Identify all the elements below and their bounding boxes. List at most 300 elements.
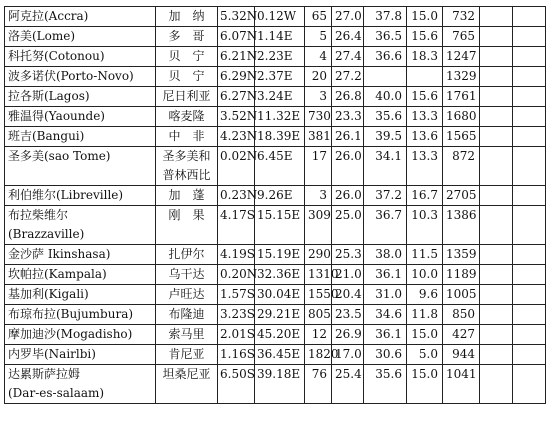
empty-cell xyxy=(513,305,546,325)
elevation-cell xyxy=(305,47,332,67)
max-temp-cell xyxy=(364,285,407,305)
longitude-cell-text: 0.12W xyxy=(257,9,297,23)
table-row xyxy=(5,206,546,245)
empty-cell xyxy=(480,305,513,325)
city-cell xyxy=(5,67,156,87)
elevation-cell xyxy=(305,87,332,107)
mean-temp-cell-text: 26.8 xyxy=(335,89,362,103)
latitude-cell-text: 1.16S xyxy=(220,347,255,361)
max-temp-cell xyxy=(364,186,407,206)
empty-cell xyxy=(513,345,546,365)
latitude-cell xyxy=(218,285,255,305)
mean-temp-cell-text: 26.0 xyxy=(335,188,362,202)
precipitation-cell xyxy=(443,7,480,27)
country-cell xyxy=(156,27,218,47)
elevation-cell-text: 1310 xyxy=(308,267,339,281)
empty-cell xyxy=(480,186,513,206)
mean-temp-cell xyxy=(332,285,364,305)
country-cell-text: 贝 宁 xyxy=(168,69,205,83)
country-cell xyxy=(156,107,218,127)
min-temp-cell xyxy=(407,265,443,285)
precipitation-cell xyxy=(443,265,480,285)
latitude-cell-text: 4.23N xyxy=(220,129,258,143)
latitude-cell-text: 6.27N xyxy=(220,89,258,103)
min-temp-cell xyxy=(407,345,443,365)
longitude-cell xyxy=(255,127,305,147)
latitude-cell xyxy=(218,47,258,67)
longitude-cell-text: 29.21E xyxy=(257,307,301,321)
climate-table xyxy=(4,6,546,404)
longitude-cell xyxy=(255,186,305,206)
city-cell xyxy=(5,147,156,186)
elevation-cell xyxy=(305,127,332,147)
country-cell xyxy=(156,67,218,87)
elevation-cell xyxy=(305,265,339,285)
mean-temp-cell-text: 26.9 xyxy=(335,327,362,341)
country-cell xyxy=(156,305,218,325)
city-cell-continuation: (Brazzaville) xyxy=(8,227,85,241)
max-temp-cell xyxy=(364,127,407,147)
table-row xyxy=(5,265,546,285)
precipitation-cell xyxy=(443,147,480,186)
city-cell-text: 坎帕拉(Kampala) xyxy=(8,267,107,281)
mean-temp-cell-text: 23.5 xyxy=(335,307,362,321)
empty-cell xyxy=(513,186,546,206)
country-cell-text: 乌干达 xyxy=(168,267,205,281)
elevation-cell xyxy=(305,245,332,265)
mean-temp-cell xyxy=(332,147,364,186)
max-temp-cell xyxy=(364,325,407,345)
min-temp-cell-text: 15.0 xyxy=(411,327,438,341)
city-cell xyxy=(5,107,156,127)
empty-cell xyxy=(480,265,513,285)
precipitation-cell-text: 1189 xyxy=(446,267,477,281)
min-temp-cell xyxy=(407,325,443,345)
mean-temp-cell-text: 25.0 xyxy=(335,208,362,222)
max-temp-cell-text: 37.2 xyxy=(375,188,402,202)
city-cell xyxy=(5,27,156,47)
precipitation-cell-text: 1565 xyxy=(446,129,477,143)
latitude-cell-text: 2.01S xyxy=(220,327,255,341)
longitude-cell xyxy=(255,67,305,87)
table-row xyxy=(5,7,546,27)
longitude-cell-text: 15.19E xyxy=(257,247,301,261)
empty-cell xyxy=(480,27,513,47)
empty-cell xyxy=(480,67,513,87)
precipitation-cell xyxy=(443,305,480,325)
city-cell-text: 基加利(Kigali) xyxy=(8,287,89,301)
elevation-cell-text: 1820 xyxy=(308,347,339,361)
elevation-cell xyxy=(305,147,332,186)
empty-cell xyxy=(480,107,513,127)
latitude-cell xyxy=(218,206,255,245)
table-body xyxy=(5,7,546,404)
precipitation-cell xyxy=(443,206,480,245)
mean-temp-cell xyxy=(332,67,364,87)
latitude-cell-text: 0.23N xyxy=(220,188,258,202)
city-cell xyxy=(5,186,156,206)
max-temp-cell xyxy=(364,305,407,325)
min-temp-cell xyxy=(407,285,443,305)
precipitation-cell-text: 732 xyxy=(452,9,475,23)
elevation-cell-text: 1550 xyxy=(308,287,339,301)
country-cell-text: 刚 果 xyxy=(168,208,205,222)
latitude-cell xyxy=(218,345,255,365)
max-temp-cell-text: 40.0 xyxy=(375,89,402,103)
latitude-cell-text: 0.20N xyxy=(220,267,258,281)
latitude-cell-text: 1.57S xyxy=(220,287,255,301)
empty-cell xyxy=(513,325,546,345)
country-cell xyxy=(156,147,218,186)
max-temp-cell-text: 36.1 xyxy=(375,267,402,281)
elevation-cell-text: 5 xyxy=(319,29,327,43)
table-row xyxy=(5,47,546,67)
mean-temp-cell xyxy=(332,7,364,27)
city-cell xyxy=(5,365,156,404)
latitude-cell xyxy=(218,305,255,325)
empty-cell xyxy=(480,47,513,67)
min-temp-cell xyxy=(407,305,443,325)
min-temp-cell-text: 10.0 xyxy=(411,267,438,281)
longitude-cell xyxy=(255,265,305,285)
country-cell xyxy=(156,365,218,404)
city-cell-text: 班吉(Bangui) xyxy=(8,129,85,143)
max-temp-cell-text: 37.8 xyxy=(375,9,402,23)
precipitation-cell xyxy=(443,325,480,345)
table-row xyxy=(5,285,546,305)
mean-temp-cell-text: 27.2 xyxy=(335,69,362,83)
longitude-cell-text: 39.18E xyxy=(257,367,301,381)
longitude-cell-text: 6.45E xyxy=(257,149,293,163)
city-cell xyxy=(5,345,156,365)
max-temp-cell xyxy=(364,365,407,404)
country-cell-text: 圣多美和 xyxy=(162,149,211,163)
min-temp-cell xyxy=(407,245,443,265)
table-row xyxy=(5,127,546,147)
latitude-cell xyxy=(218,245,255,265)
empty-cell xyxy=(480,87,513,107)
max-temp-cell xyxy=(364,206,407,245)
latitude-cell-text: 3.52N xyxy=(220,109,258,123)
city-cell xyxy=(5,127,156,147)
empty-cell xyxy=(513,107,546,127)
latitude-cell-text: 5.32N xyxy=(220,9,258,23)
precipitation-cell-text: 1329 xyxy=(446,69,477,83)
city-cell xyxy=(5,325,156,345)
max-temp-cell xyxy=(364,27,407,47)
empty-cell xyxy=(480,285,513,305)
max-temp-cell-text: 34.1 xyxy=(375,149,402,163)
latitude-cell-text: 0.02N xyxy=(220,149,258,163)
empty-cell xyxy=(480,147,513,186)
precipitation-cell-text: 850 xyxy=(452,307,475,321)
latitude-cell-text: 3.23S xyxy=(220,307,255,321)
mean-temp-cell xyxy=(332,305,364,325)
max-temp-cell-text: 38.0 xyxy=(375,247,402,261)
elevation-cell-text: 3 xyxy=(319,188,327,202)
latitude-cell xyxy=(218,107,258,127)
precipitation-cell xyxy=(443,245,480,265)
country-cell xyxy=(156,345,218,365)
min-temp-cell xyxy=(407,67,443,87)
min-temp-cell xyxy=(407,87,443,107)
precipitation-cell xyxy=(443,127,480,147)
country-cell-text: 坦桑尼亚 xyxy=(162,367,211,381)
elevation-cell-text: 730 xyxy=(308,109,331,123)
max-temp-cell-text: 35.6 xyxy=(375,367,402,381)
mean-temp-cell xyxy=(332,265,364,285)
elevation-cell xyxy=(305,345,339,365)
elevation-cell xyxy=(305,107,332,127)
min-temp-cell-text: 13.6 xyxy=(411,129,438,143)
country-cell-text: 加 纳 xyxy=(168,9,205,23)
min-temp-cell xyxy=(407,147,443,186)
table-row xyxy=(5,186,546,206)
precipitation-cell-text: 872 xyxy=(452,149,475,163)
country-cell-text: 肯尼亚 xyxy=(168,347,205,361)
mean-temp-cell-text: 20.4 xyxy=(335,287,362,301)
mean-temp-cell-text: 21.0 xyxy=(335,267,362,281)
max-temp-cell-text: 36.7 xyxy=(375,208,402,222)
country-cell-text: 贝 宁 xyxy=(168,49,205,63)
min-temp-cell-text: 11.5 xyxy=(411,247,438,261)
elevation-cell-text: 290 xyxy=(308,247,331,261)
min-temp-cell-text: 15.0 xyxy=(411,367,438,381)
country-cell-text: 中 非 xyxy=(168,129,205,143)
elevation-cell-text: 20 xyxy=(311,69,327,83)
latitude-cell-text: 6.50S xyxy=(220,367,255,381)
elevation-cell xyxy=(305,67,332,87)
latitude-cell xyxy=(218,186,258,206)
empty-cell xyxy=(480,206,513,245)
latitude-cell xyxy=(218,7,258,27)
city-cell-text: 圣多美(sao Tome) xyxy=(8,149,111,163)
precipitation-cell xyxy=(443,27,480,47)
table-row xyxy=(5,27,546,47)
elevation-cell-text: 65 xyxy=(311,9,327,23)
country-cell xyxy=(156,127,218,147)
mean-temp-cell xyxy=(332,127,364,147)
mean-temp-cell xyxy=(332,47,364,67)
min-temp-cell-text: 13.3 xyxy=(411,109,438,123)
longitude-cell xyxy=(255,325,305,345)
city-cell xyxy=(5,206,156,245)
max-temp-cell xyxy=(364,107,407,127)
mean-temp-cell-text: 17.0 xyxy=(335,347,362,361)
min-temp-cell-text: 10.3 xyxy=(411,208,438,222)
city-cell xyxy=(5,305,156,325)
longitude-cell xyxy=(255,206,305,245)
max-temp-cell-text: 34.6 xyxy=(375,307,402,321)
max-temp-cell xyxy=(364,67,407,87)
precipitation-cell xyxy=(443,67,480,87)
longitude-cell xyxy=(255,285,305,305)
elevation-cell-text: 12 xyxy=(311,327,327,341)
table-row xyxy=(5,87,546,107)
elevation-cell xyxy=(305,365,332,404)
empty-cell xyxy=(513,127,546,147)
precipitation-cell xyxy=(443,47,480,67)
elevation-cell xyxy=(305,186,332,206)
longitude-cell xyxy=(255,7,305,27)
country-cell-text: 加 蓬 xyxy=(168,188,205,202)
longitude-cell-text: 36.45E xyxy=(257,347,301,361)
longitude-cell-text: 32.36E xyxy=(257,267,301,281)
mean-temp-cell xyxy=(332,245,364,265)
precipitation-cell xyxy=(443,365,480,404)
empty-cell xyxy=(480,345,513,365)
city-cell-continuation: (Dar-es-salaam) xyxy=(8,386,105,400)
max-temp-cell xyxy=(364,7,407,27)
longitude-cell-text: 3.24E xyxy=(257,89,293,103)
precipitation-cell-text: 1359 xyxy=(446,247,477,261)
longitude-cell xyxy=(255,365,305,404)
mean-temp-cell-text: 26.4 xyxy=(335,29,362,43)
max-temp-cell-text: 31.0 xyxy=(375,287,402,301)
longitude-cell-text: 30.04E xyxy=(257,287,301,301)
country-cell xyxy=(156,206,218,245)
min-temp-cell xyxy=(407,47,443,67)
empty-cell xyxy=(480,127,513,147)
max-temp-cell-text: 36.5 xyxy=(375,29,402,43)
precipitation-cell-text: 1386 xyxy=(446,208,477,222)
country-cell xyxy=(156,285,218,305)
table-row xyxy=(5,325,546,345)
min-temp-cell-text: 5.0 xyxy=(418,347,438,361)
city-cell-text: 洛美(Lome) xyxy=(8,29,76,43)
longitude-cell xyxy=(255,107,305,127)
city-cell-text: 利伯维尔(Libreville) xyxy=(8,188,124,202)
country-cell xyxy=(156,47,218,67)
longitude-cell-text: 45.20E xyxy=(257,327,301,341)
latitude-cell-text: 6.21N xyxy=(220,49,258,63)
max-temp-cell-text: 30.6 xyxy=(375,347,402,361)
city-cell xyxy=(5,87,156,107)
min-temp-cell-text: 15.0 xyxy=(411,9,438,23)
mean-temp-cell-text: 26.0 xyxy=(335,149,362,163)
latitude-cell xyxy=(218,127,258,147)
country-cell xyxy=(156,245,218,265)
country-cell-text: 多 哥 xyxy=(168,29,205,43)
longitude-cell xyxy=(255,87,305,107)
max-temp-cell xyxy=(364,147,407,186)
mean-temp-cell xyxy=(332,345,364,365)
table-row xyxy=(5,147,546,186)
empty-cell xyxy=(513,147,546,186)
precipitation-cell-text: 2705 xyxy=(446,188,477,202)
longitude-cell xyxy=(255,47,305,67)
mean-temp-cell xyxy=(332,325,364,345)
longitude-cell-text: 15.15E xyxy=(257,208,301,222)
min-temp-cell-text: 13.3 xyxy=(411,149,438,163)
max-temp-cell xyxy=(364,345,407,365)
city-cell-text: 雅温得(Yaounde) xyxy=(8,109,105,123)
country-cell xyxy=(156,87,218,107)
longitude-cell xyxy=(255,305,305,325)
elevation-cell-text: 805 xyxy=(308,307,331,321)
longitude-cell-text: 11.32E xyxy=(257,109,301,123)
country-cell xyxy=(156,265,218,285)
city-cell xyxy=(5,285,156,305)
table-row xyxy=(5,67,546,87)
elevation-cell-text: 17 xyxy=(311,149,327,163)
precipitation-cell xyxy=(443,87,480,107)
elevation-cell-text: 309 xyxy=(308,208,331,222)
mean-temp-cell-text: 27.0 xyxy=(335,9,362,23)
precipitation-cell xyxy=(443,345,480,365)
latitude-cell xyxy=(218,147,258,186)
mean-temp-cell-text: 27.4 xyxy=(335,49,362,63)
country-cell-text: 扎伊尔 xyxy=(168,247,205,261)
longitude-cell-text: 9.26E xyxy=(257,188,293,202)
city-cell-text: 拉各斯(Lagos) xyxy=(8,89,90,103)
latitude-cell-text: 6.29N xyxy=(220,69,258,83)
empty-cell xyxy=(513,206,546,245)
city-cell xyxy=(5,7,156,27)
mean-temp-cell-text: 25.4 xyxy=(335,367,362,381)
country-cell xyxy=(156,7,218,27)
city-cell xyxy=(5,245,156,265)
city-cell-text: 摩加迪沙(Mogadisho) xyxy=(8,327,133,341)
precipitation-cell-text: 1005 xyxy=(446,287,477,301)
longitude-cell-text: 2.23E xyxy=(257,49,293,63)
longitude-cell-text: 18.39E xyxy=(257,129,301,143)
empty-cell xyxy=(513,7,546,27)
mean-temp-cell-text: 23.3 xyxy=(335,109,362,123)
longitude-cell-text: 1.14E xyxy=(257,29,293,43)
mean-temp-cell xyxy=(332,27,364,47)
latitude-cell xyxy=(218,27,258,47)
max-temp-cell-text: 39.5 xyxy=(375,129,402,143)
min-temp-cell xyxy=(407,127,443,147)
empty-cell xyxy=(513,365,546,404)
country-cell-text: 卢旺达 xyxy=(168,287,205,301)
country-cell-text: 索马里 xyxy=(168,327,205,341)
empty-cell xyxy=(480,325,513,345)
city-cell-text: 布拉柴维尔 xyxy=(8,208,69,222)
precipitation-cell xyxy=(443,107,480,127)
empty-cell xyxy=(513,67,546,87)
empty-cell xyxy=(513,47,546,67)
city-cell xyxy=(5,265,156,285)
precipitation-cell-text: 1761 xyxy=(446,89,477,103)
mean-temp-cell-text: 26.1 xyxy=(335,129,362,143)
longitude-cell xyxy=(255,147,305,186)
precipitation-cell-text: 944 xyxy=(452,347,475,361)
elevation-cell-text: 381 xyxy=(308,129,331,143)
city-cell-text: 布琼布拉(Bujumbura) xyxy=(8,307,134,321)
longitude-cell xyxy=(255,245,305,265)
empty-cell xyxy=(513,265,546,285)
city-cell-text: 内罗毕(Nairlbi) xyxy=(8,347,96,361)
empty-cell xyxy=(480,245,513,265)
city-cell-text: 阿克拉(Accra) xyxy=(8,9,89,23)
elevation-cell xyxy=(305,7,332,27)
latitude-cell-text: 4.17S xyxy=(220,208,255,222)
elevation-cell xyxy=(305,305,332,325)
min-temp-cell xyxy=(407,206,443,245)
country-cell xyxy=(156,325,218,345)
country-cell-continuation: 普林西比 xyxy=(162,168,211,182)
max-temp-cell xyxy=(364,245,407,265)
precipitation-cell-text: 1041 xyxy=(446,367,477,381)
country-cell-text: 喀麦隆 xyxy=(168,109,205,123)
empty-cell xyxy=(513,87,546,107)
latitude-cell xyxy=(218,365,255,404)
max-temp-cell xyxy=(364,265,407,285)
city-cell-text: 波多诺伏(Porto-Novo) xyxy=(8,69,134,83)
elevation-cell-text: 4 xyxy=(319,49,327,63)
